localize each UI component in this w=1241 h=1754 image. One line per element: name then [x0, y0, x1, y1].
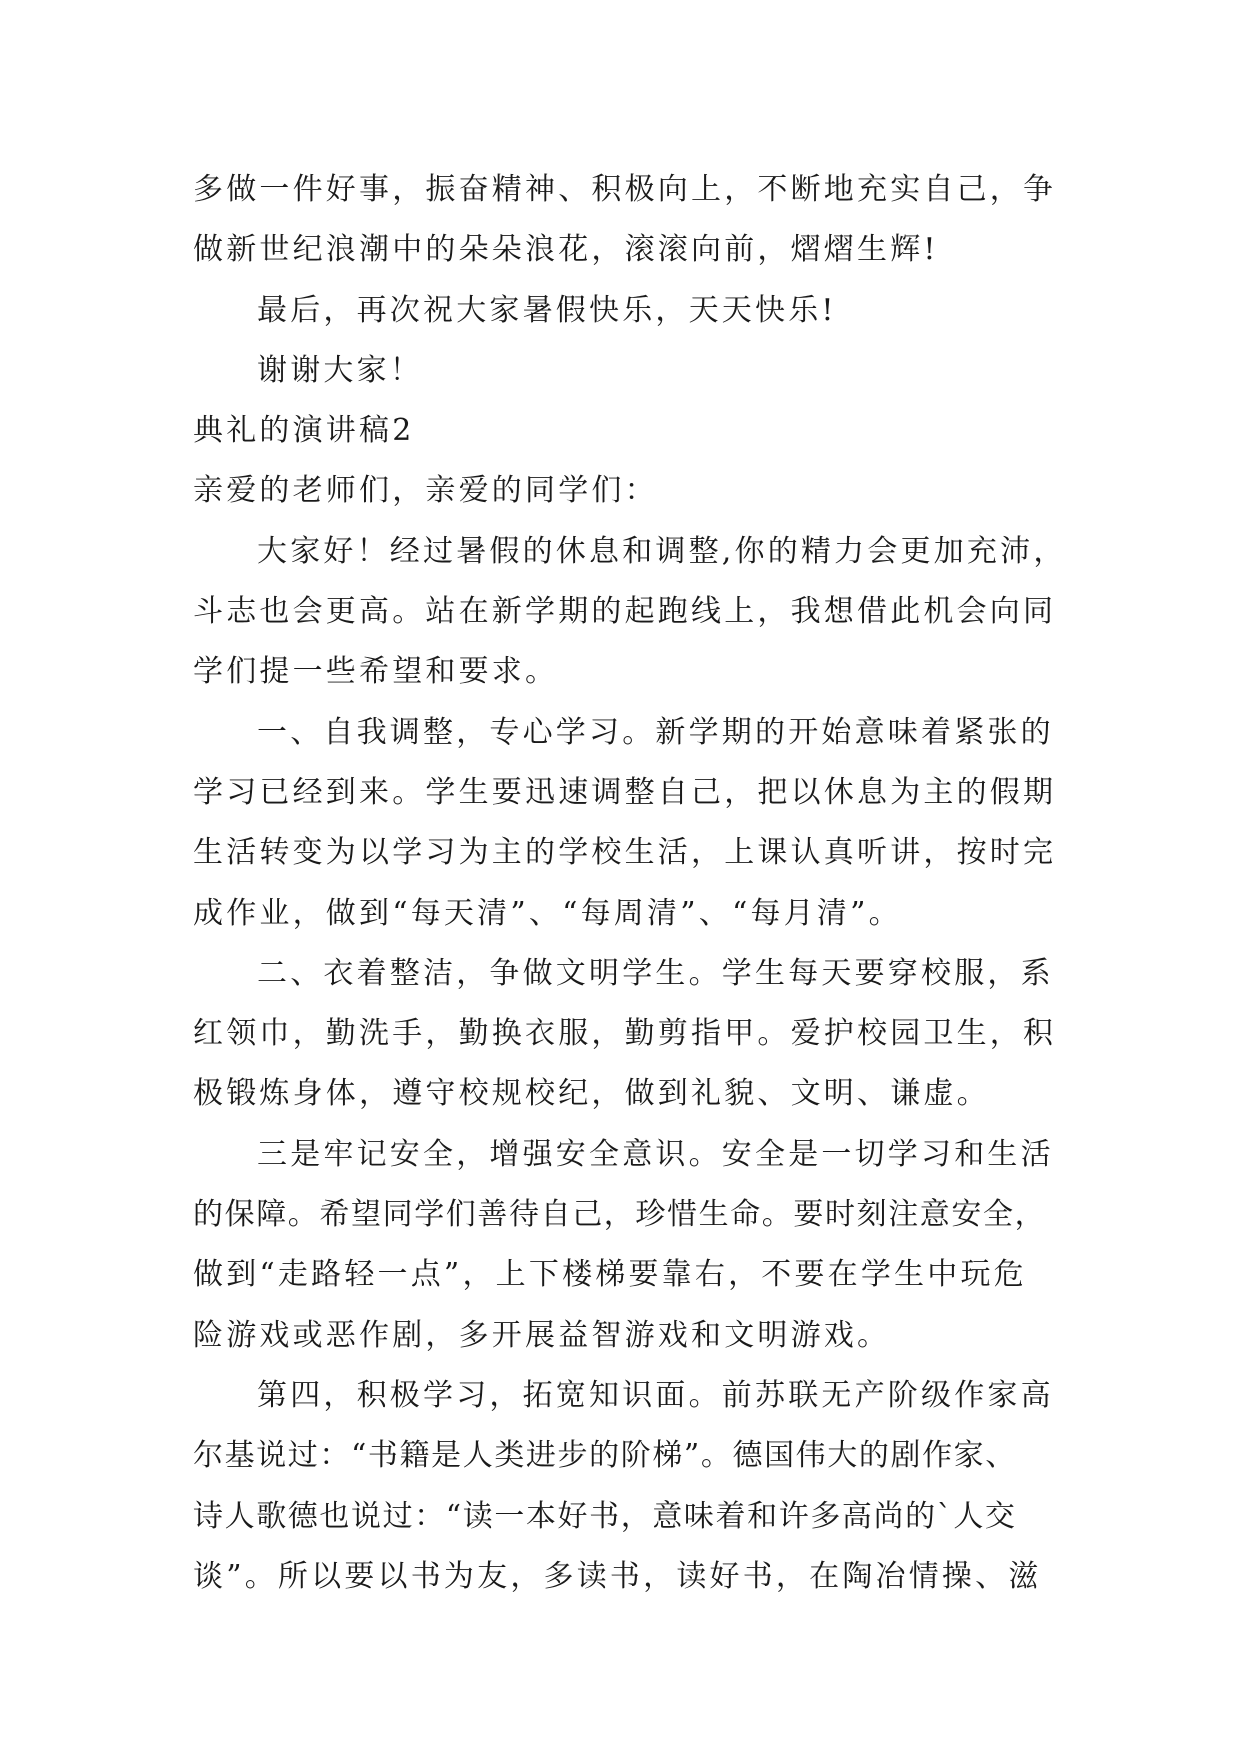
text-line: 第四，积极学习，拓宽知识面。前苏联无产阶级作家高: [257, 1377, 1054, 1413]
text-line: 学习已经到来。学生要迅速调整自己，把以休息为主的假期: [193, 774, 1057, 810]
text-line: 二、衣着整洁，争做文明学生。学生每天要穿校服，系: [257, 955, 1054, 991]
salutation: 亲爱的老师们，亲爱的同学们：: [193, 473, 658, 509]
text-line: 生活转变为以学习为主的学校生活，上课认真听讲，按时完: [193, 835, 1057, 871]
text-line: 多做一件好事，振奋精神、积极向上，不断地充实自己，争: [193, 172, 1057, 207]
text-line: 谈”。所以要以书为友，多读书，读好书，在陶冶情操、滋: [193, 1558, 1042, 1594]
text-line: 谢谢大家！: [257, 352, 423, 388]
text-line: 极锻炼身体，遵守校规校纪，做到礼貌、文明、谦虚。: [193, 1076, 990, 1112]
text-line: 诗人歌德也说过：“读一本好书，意味着和许多高尚的`人交: [193, 1498, 1017, 1534]
text-line: 做到“走路轻一点”，上下楼梯要靠右，不要在学生中玩危: [193, 1257, 1027, 1293]
text-line: 大家好！经过暑假的休息和调整,你的精力会更加充沛，: [257, 533, 1067, 569]
text-line: 的保障。希望同学们善待自己，珍惜生命。要时刻注意安全，: [193, 1197, 1047, 1233]
text-line: 成作业，做到“每天清”、“每周清”、“每月清”。: [193, 895, 902, 931]
text-line: 学们提一些希望和要求。: [193, 654, 559, 690]
text-line: 最后，再次祝大家暑假快乐，天天快乐!: [257, 292, 837, 328]
text-line: 险游戏或恶作剧，多开展益智游戏和文明游戏。: [193, 1317, 891, 1353]
text-line: 斗志也会更高。站在新学期的起跑线上，我想借此机会向同: [193, 594, 1057, 630]
text-line: 一、自我调整，专心学习。新学期的开始意味着紧张的: [257, 714, 1054, 750]
text-line: 尔基说过：“书籍是人类进步的阶梯”。德国伟大的剧作家、: [193, 1438, 1017, 1474]
text-line: 做新世纪浪潮中的朵朵浪花，滚滚向前，熠熠生辉!: [193, 232, 939, 268]
section-heading: 典礼的演讲稿2: [193, 413, 415, 449]
document-body: [193, 160, 1067, 1607]
text-line: 红领巾，勤洗手，勤换衣服，勤剪指甲。爱护校园卫生，积: [193, 1016, 1057, 1052]
text-line: 三是牢记安全，增强安全意识。安全是一切学习和生活: [257, 1136, 1054, 1172]
